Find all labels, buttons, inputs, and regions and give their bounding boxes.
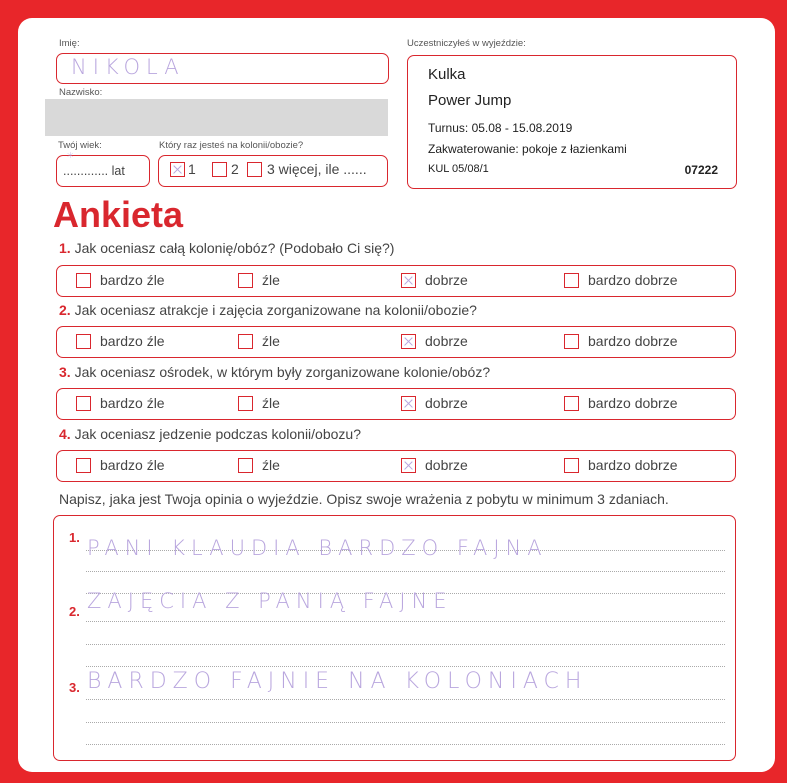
trip-label: Uczestniczyłeś w wyjeździe: bbox=[407, 38, 526, 49]
q1-checkbox-bad[interactable] bbox=[238, 273, 253, 288]
question-1 bbox=[59, 240, 394, 256]
ruled-line bbox=[86, 722, 725, 723]
q4-checkbox-bad[interactable] bbox=[238, 458, 253, 473]
q2-option-good: dobrze bbox=[425, 333, 468, 349]
age-label: Twój wiek: bbox=[58, 140, 102, 151]
question-4-number: 4. bbox=[59, 426, 71, 442]
opinion-prompt: Napisz, jaka jest Twoja opinia o wyjeździe. Opisz swoje wrażenia z pobytu w minimum 3 zdaniach. bbox=[59, 491, 669, 507]
question-2-text: Jak oceniasz atrakcje i zajęcia zorganizowane na kolonii/obozie? bbox=[74, 302, 477, 318]
age-mark: * bbox=[67, 151, 74, 166]
q2-checkbox-very-good[interactable] bbox=[564, 334, 579, 349]
q2-option-bad: źle bbox=[262, 333, 280, 349]
q1-option-very-bad: bardzo źle bbox=[100, 272, 165, 288]
q3-option-very-good: bardzo dobrze bbox=[588, 395, 678, 411]
time-checkbox-3[interactable] bbox=[247, 162, 262, 177]
question-1-text: Jak oceniasz całą kolonię/obóz? (Podobało Ci się?) bbox=[74, 240, 395, 256]
q3-checkbox-bad[interactable] bbox=[238, 396, 253, 411]
trip-line2: Power Jump bbox=[428, 92, 512, 109]
q3-checkbox-good[interactable] bbox=[401, 396, 416, 411]
time-option-2: 2 bbox=[231, 161, 239, 177]
q4-option-bad: źle bbox=[262, 457, 280, 473]
question-2-options bbox=[56, 326, 736, 358]
q1-option-good: dobrze bbox=[425, 272, 468, 288]
q3-option-good: dobrze bbox=[425, 395, 468, 411]
opinion-1-text: PANI KLAUDIA BARDZO FAJNA bbox=[87, 536, 548, 560]
opinion-2-text: ZAJĘCIA Z PANIĄ FAJNE bbox=[87, 589, 453, 613]
q4-option-very-good: bardzo dobrze bbox=[588, 457, 678, 473]
q1-option-bad: źle bbox=[262, 272, 280, 288]
question-4 bbox=[59, 426, 361, 442]
q3-option-very-bad: bardzo źle bbox=[100, 395, 165, 411]
name-value: NIKOLA bbox=[71, 55, 185, 79]
opinion-3-text: BARDZO FAJNIE NA KOLONIACH bbox=[87, 669, 588, 694]
q2-option-very-bad: bardzo źle bbox=[100, 333, 165, 349]
question-3 bbox=[59, 364, 490, 380]
q3-checkbox-very-bad[interactable] bbox=[76, 396, 91, 411]
q4-checkbox-very-good[interactable] bbox=[564, 458, 579, 473]
time-option-3: 3 więcej, ile ...... bbox=[267, 161, 367, 177]
surname-label: Nazwisko: bbox=[59, 87, 103, 98]
name-label: Imię: bbox=[59, 38, 80, 49]
survey-sheet bbox=[18, 18, 775, 772]
ruled-line bbox=[86, 744, 725, 745]
question-1-options bbox=[56, 265, 736, 297]
q2-checkbox-very-bad[interactable] bbox=[76, 334, 91, 349]
trip-turnus: Turnus: 05.08 - 15.08.2019 bbox=[428, 121, 573, 135]
q2-checkbox-good[interactable] bbox=[401, 334, 416, 349]
q3-option-bad: źle bbox=[262, 395, 280, 411]
q4-checkbox-very-bad[interactable] bbox=[76, 458, 91, 473]
question-3-number: 3. bbox=[59, 364, 71, 380]
name-field[interactable] bbox=[56, 53, 389, 84]
ruled-line bbox=[86, 666, 725, 667]
time-checkbox-2[interactable] bbox=[212, 162, 227, 177]
opinion-1-number: 1. bbox=[69, 530, 80, 545]
age-field[interactable] bbox=[56, 151, 150, 187]
trip-box bbox=[407, 55, 737, 189]
ruled-line bbox=[86, 571, 725, 572]
question-3-text: Jak oceniasz ośrodek, w którym były zorganizowane kolonie/obóz? bbox=[74, 364, 491, 380]
ruled-line bbox=[86, 621, 725, 622]
trip-code: KUL 05/08/1 bbox=[428, 163, 489, 175]
q1-checkbox-very-bad[interactable] bbox=[76, 273, 91, 288]
q1-checkbox-very-good[interactable] bbox=[564, 273, 579, 288]
q4-option-good: dobrze bbox=[425, 457, 468, 473]
time-option-1: 1 bbox=[188, 161, 196, 177]
opinion-2-number: 2. bbox=[69, 604, 80, 619]
ruled-line bbox=[86, 699, 725, 700]
time-checkbox-1[interactable] bbox=[170, 162, 185, 177]
question-4-options bbox=[56, 450, 736, 482]
surname-redacted bbox=[45, 99, 388, 136]
q3-checkbox-very-good[interactable] bbox=[564, 396, 579, 411]
trip-line1: Kulka bbox=[428, 66, 466, 83]
ruled-line bbox=[86, 644, 725, 645]
opinion-3-number: 3. bbox=[69, 680, 80, 695]
q1-option-very-good: bardzo dobrze bbox=[588, 272, 678, 288]
time-field bbox=[158, 155, 388, 187]
page-title: Ankieta bbox=[53, 194, 184, 235]
question-2-number: 2. bbox=[59, 302, 71, 318]
question-3-options bbox=[56, 388, 736, 420]
q2-checkbox-bad[interactable] bbox=[238, 334, 253, 349]
trip-accommodation: Zakwaterowanie: pokoje z łazienkami bbox=[428, 142, 627, 156]
time-label: Który raz jesteś na kolonii/obozie? bbox=[159, 140, 304, 151]
trip-number: 07222 bbox=[684, 163, 718, 177]
q1-checkbox-good[interactable] bbox=[401, 273, 416, 288]
age-suffix: ............. lat bbox=[63, 164, 125, 178]
question-4-text: Jak oceniasz jedzenie podczas kolonii/obozu? bbox=[74, 426, 361, 442]
opinion-box[interactable] bbox=[53, 515, 736, 761]
question-2 bbox=[59, 302, 477, 318]
q4-checkbox-good[interactable] bbox=[401, 458, 416, 473]
q4-option-very-bad: bardzo źle bbox=[100, 457, 165, 473]
q2-option-very-good: bardzo dobrze bbox=[588, 333, 678, 349]
question-1-number: 1. bbox=[59, 240, 71, 256]
